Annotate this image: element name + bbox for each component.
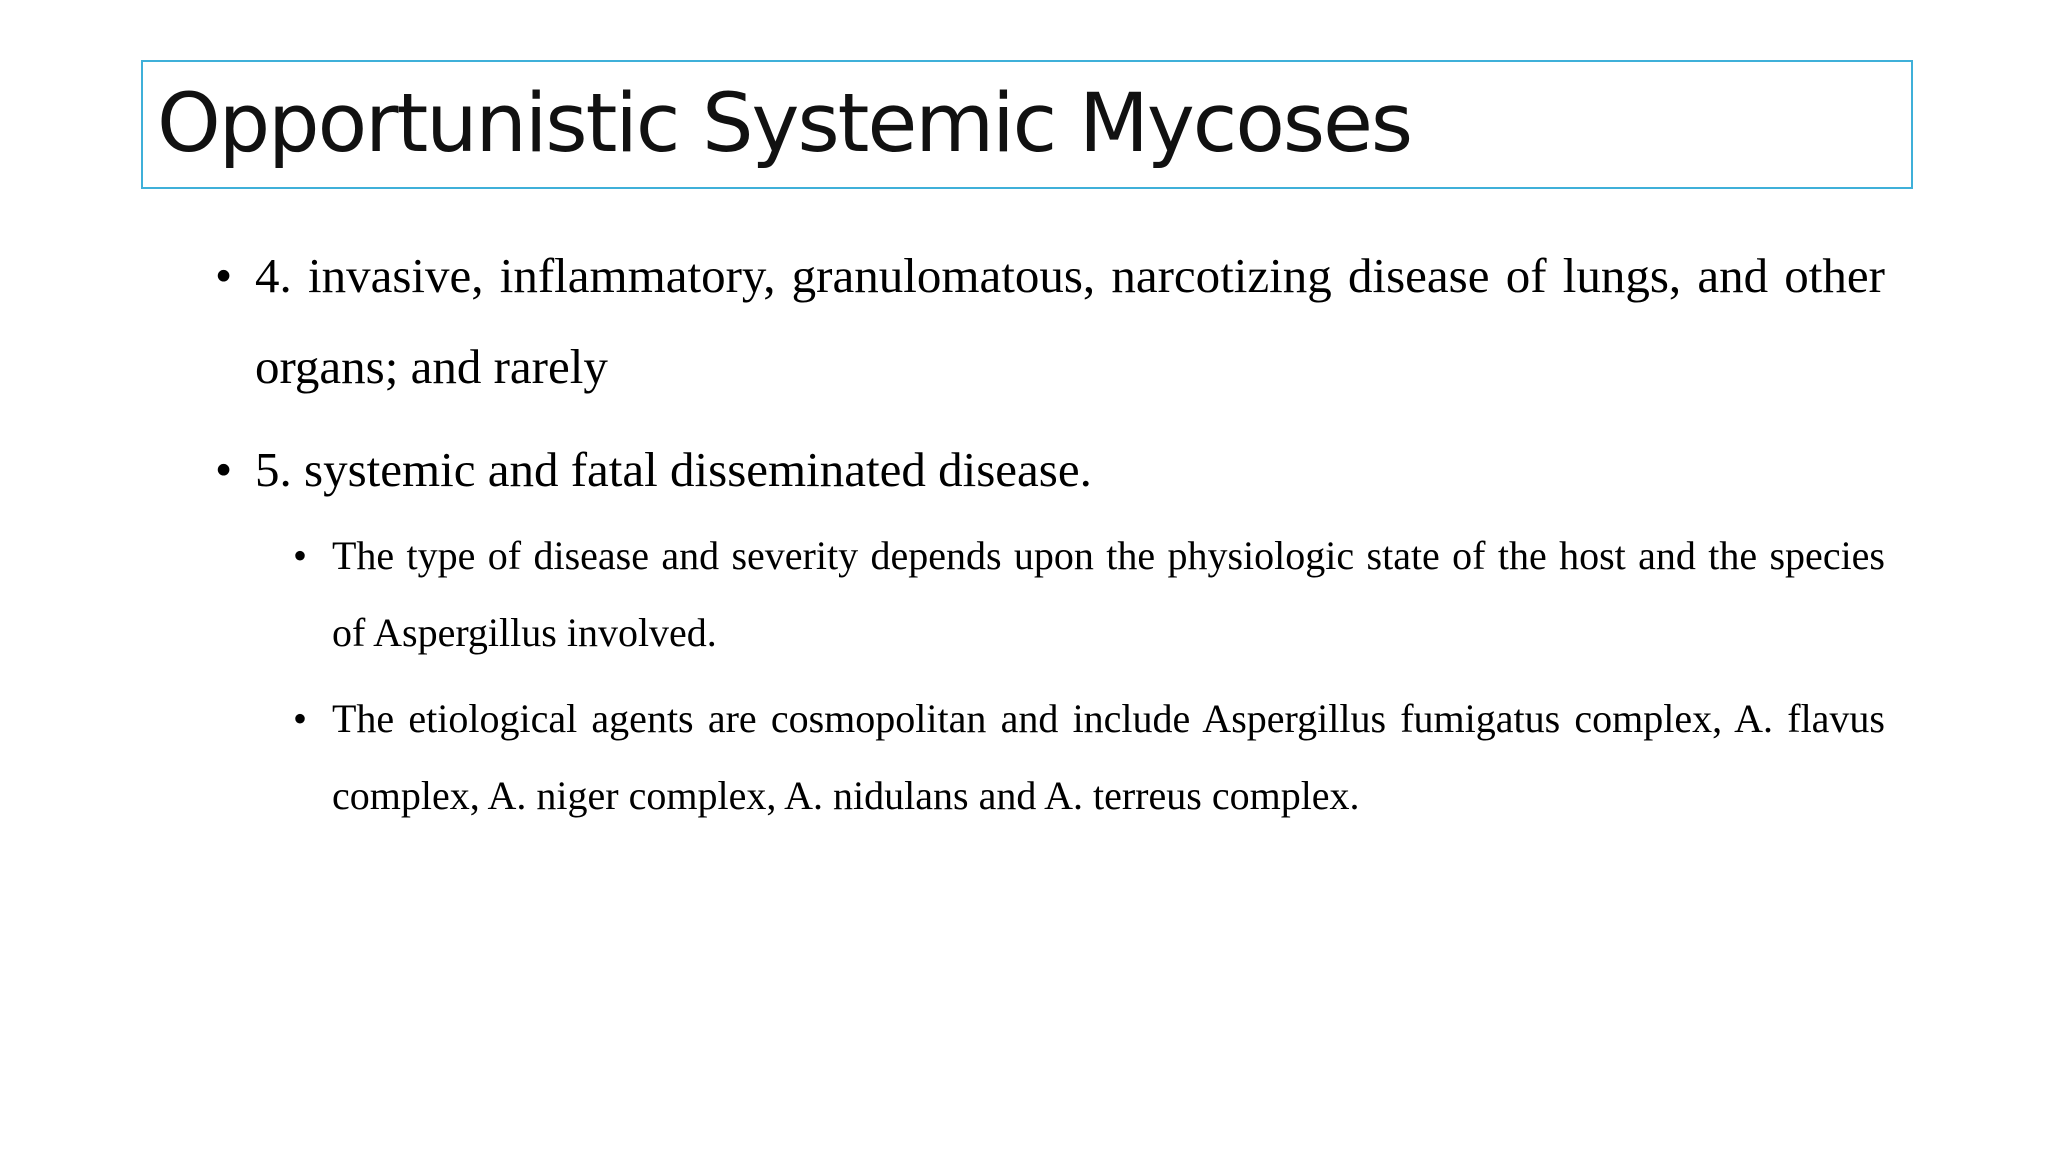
bullet-icon: • bbox=[215, 248, 233, 303]
sub-bullet-icon: • bbox=[293, 533, 308, 578]
sub-bullet-item bbox=[215, 680, 1885, 834]
title-placeholder[interactable] bbox=[141, 60, 1913, 189]
bullet-text: 5. systemic and fatal disseminated disease. bbox=[255, 442, 1092, 497]
content-placeholder[interactable] bbox=[215, 230, 1885, 834]
bullet-item bbox=[215, 424, 1885, 515]
bullet-text: 4. invasive, inflammatory, granulomatous, narcotizing disease of lungs, and other organs; and rarely bbox=[255, 248, 1885, 394]
sub-bullet-icon: • bbox=[293, 696, 308, 741]
slide-title: Opportunistic Systemic Mycoses bbox=[157, 77, 1412, 171]
sub-bullet-text: The type of disease and severity depends upon the physiologic state of the host and the species of Aspergillus involved. bbox=[332, 533, 1885, 655]
sub-bullet-text: The etiological agents are cosmopolitan and include Aspergillus fumigatus complex, A. flavus complex, A. niger complex, A. nidulans and A. terreus complex. bbox=[332, 696, 1885, 818]
sub-bullet-item bbox=[215, 517, 1885, 671]
bullet-item bbox=[215, 230, 1885, 412]
bullet-icon: • bbox=[215, 442, 233, 497]
